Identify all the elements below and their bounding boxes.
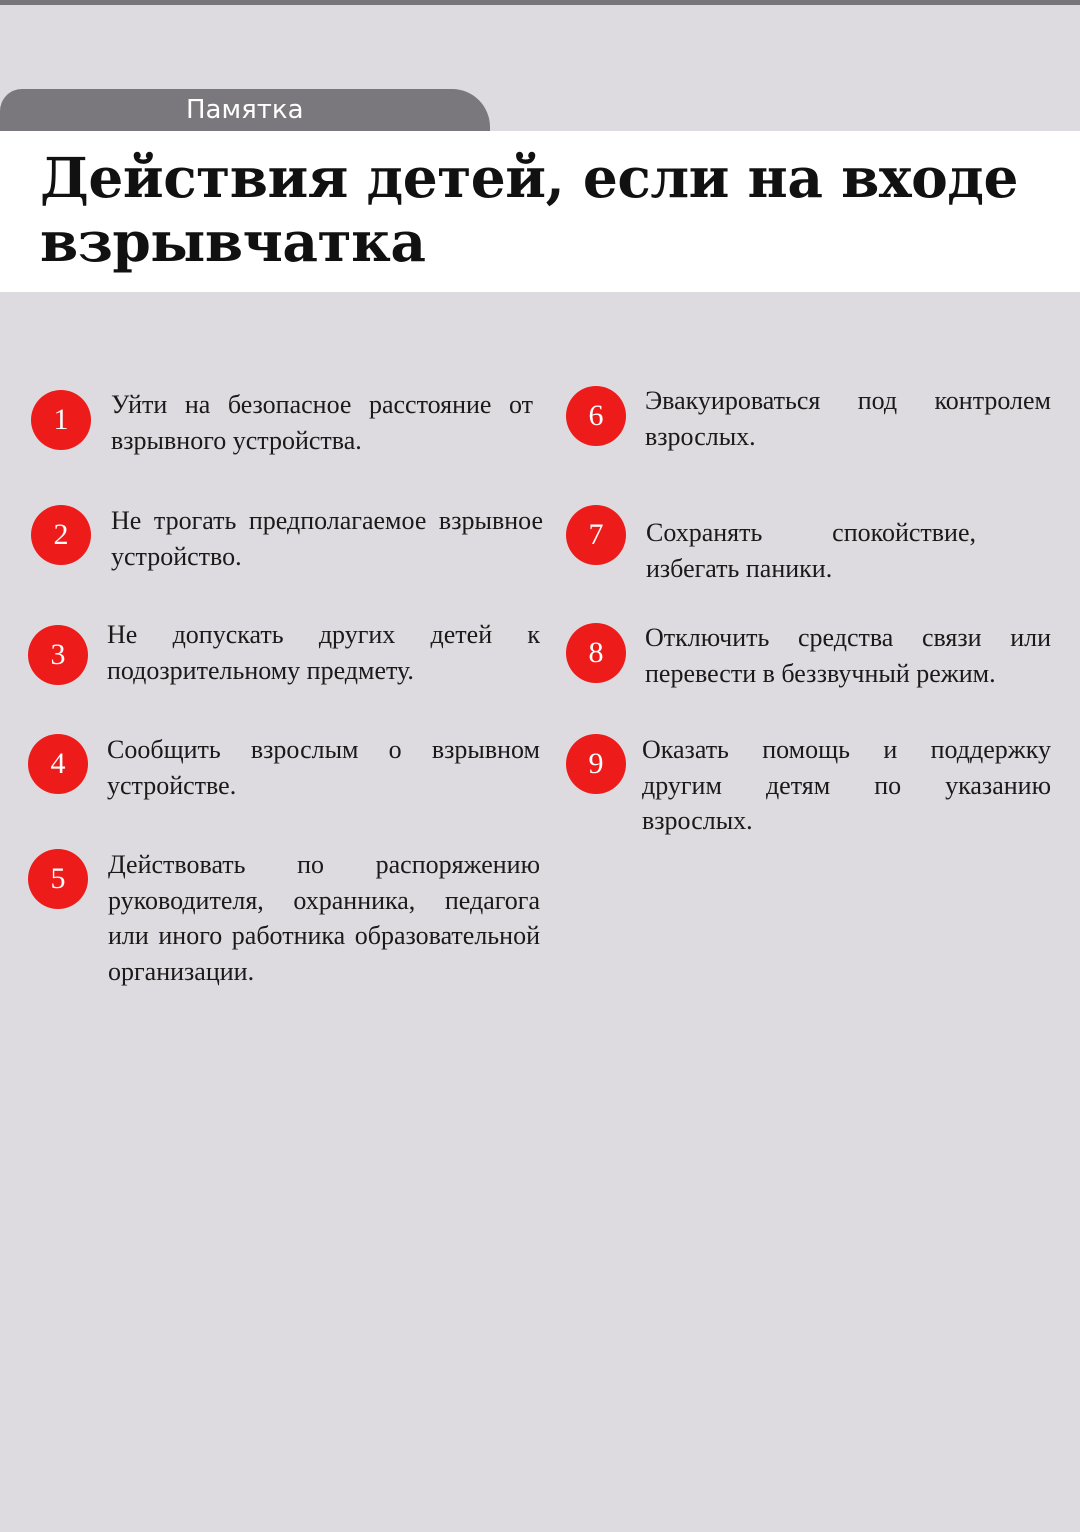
tab-label: Памятка	[186, 95, 304, 125]
step-text: Сохранять спокойствие, избегать паники.	[646, 518, 976, 583]
step-text: Эвакуироваться под контролем взрослых.	[645, 386, 1051, 451]
step-number-badge: 8	[566, 623, 626, 683]
step-text: Не трогать предполагаемое взрывное устройство.	[111, 506, 543, 571]
top-rule	[0, 0, 1080, 5]
step-text: Действовать по распоряжению руководителя, охранника, педагога или иного работника образовательной организации.	[108, 850, 540, 986]
step-number-badge: 2	[31, 505, 91, 565]
page-title: Действия детей, если на входе взрывчатка	[40, 145, 1018, 274]
step-number-badge: 5	[28, 849, 88, 909]
step-text: Сообщить взрослым о взрывном устройстве.	[107, 735, 540, 800]
step-number-badge: 1	[31, 390, 91, 450]
step-text: Оказать помощь и поддержку другим детям по указанию взрослых.	[642, 735, 1051, 835]
step-number-badge: 9	[566, 734, 626, 794]
step-number-badge: 7	[566, 505, 626, 565]
step-number-badge: 4	[28, 734, 88, 794]
step-number-badge: 3	[28, 625, 88, 685]
step-number-badge: 6	[566, 386, 626, 446]
step-text: Отключить средства связи или перевести в беззвучный режим.	[645, 623, 1051, 688]
step-text: Уйти на безопасное расстояние от взрывного устройства.	[111, 390, 533, 455]
step-text: Не допускать других детей к подозрительному предмету.	[107, 620, 540, 685]
